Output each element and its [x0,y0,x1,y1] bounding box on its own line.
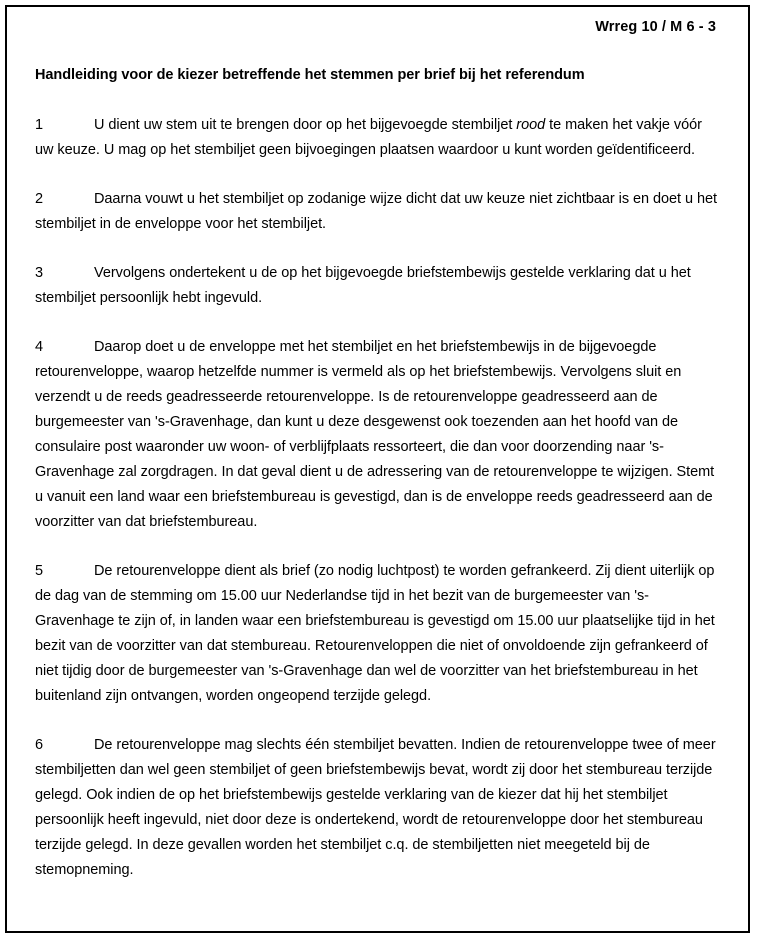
paragraph-1-text-part-2: te maken het vakje vóór uw keuze. U mag op het stembiljet geen bijvoegingen plaatsen waardoor u kunt worden geïdentificeerd. [35,116,702,158]
paragraph-number-3: 3 [35,264,44,281]
paragraph-number-2: 2 [35,190,44,207]
paragraph-2-text: Daarna vouwt u het stembiljet op zodanige wijze dicht dat uw keuze niet zichtbaar is en doet u het stembiljet in de enveloppe voor het stembiljet. [35,190,717,232]
paragraph-1-emphasis: rood [516,116,546,133]
document-body [7,7,748,883]
paragraph-6-text: De retourenveloppe mag slechts één stembiljet bevatten. Indien de retourenveloppe twee of meer stembiljetten dan wel geen stembiljet of geen briefstembewijs bevat, wordt zij door het stembureau terzijde gelegd. Ook indien de op het briefstembewijs gestelde verklaring van de kiezer dat hij het stembiljet persoonlijk heeft ingevuld, niet door deze is ondertekend, wordt de retourenveloppe door het stembureau terzijde gelegd. In deze gevallen worden het stembiljet c.q. de stembiljetten niet meegeteld bij de stemopneming. [35,736,716,878]
paragraph-3-text: Vervolgens ondertekent u de op het bijgevoegde briefstembewijs gestelde verklaring dat u het stembiljet persoonlijk hebt ingevuld. [35,264,691,306]
paragraph-5 [35,559,717,709]
paragraph-2 [35,187,717,237]
paragraph-6 [35,733,717,883]
paragraph-1 [35,113,717,163]
paragraph-number-1: 1 [35,116,44,133]
paragraph-3 [35,261,717,311]
paragraph-5-text: De retourenveloppe dient als brief (zo nodig luchtpost) te worden gefrankeerd. Zij dient uiterlijk op de dag van de stemming om 15.00 uur Nederlandse tijd in het bezit van de burgemeester van 's-Gravenhage te zijn of, in landen waar een briefstembureau is gevestigd om 15.00 uur plaatselijke tijd in het bezit van de voorzitter van dat stembureau. Retourenveloppen die niet of onvoldoende zijn gefrankeerd of niet tijdig door de burgemeester van 's-Gravenhage dan wel de voorzitter van het briefstembureau in het buitenland zijn ontvangen, worden ongeopend terzijde gelegd. [35,562,715,704]
paragraph-number-5: 5 [35,562,44,579]
document-page [5,5,750,933]
paragraph-4-text: Daarop doet u de enveloppe met het stembiljet en het briefstembewijs in de bijgevoegde retourenveloppe, waarop hetzelfde nummer is vermeld als op het briefstembewijs. Vervolgens sluit en verzendt u de reeds geadresseerde retourenveloppe. Is de retourenveloppe geadresseerd aan de burgemeester van 's-Gravenhage, dan kunt u deze desgewenst ook toezenden aan het hoofd van de consulaire post waaronder uw woon- of verblijfplaats ressorteert, die dan voor doorzending naar 's-Gravenhage zal zorgdragen. In dat geval dient u de adressering van de retourenveloppe te wijzigen. Stemt u vanuit een land waar een briefstembureau is gevestigd, dan is de enveloppe reeds geadresseerd aan de voorzitter van dat briefstembureau. [35,338,715,530]
paragraph-number-6: 6 [35,736,44,753]
paragraph-1-text-part-1: U dient uw stem uit te brengen door op het bijgevoegde stembiljet [94,116,517,133]
paragraph-number-4: 4 [35,338,44,355]
document-reference-header: Wrreg 10 / M 6 - 3 [595,19,716,35]
document-title: Handleiding voor de kiezer betreffende het stemmen per brief bij het referendum [35,67,585,84]
paragraph-4 [35,335,717,535]
